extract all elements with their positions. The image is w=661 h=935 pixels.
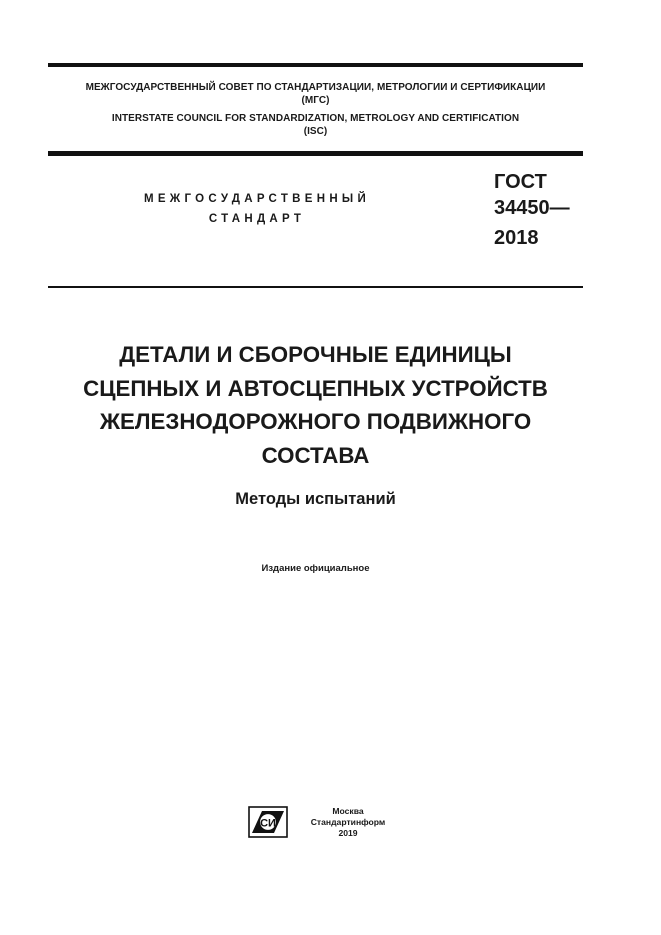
title-line-4: СОСТАВА bbox=[261, 442, 370, 468]
title-line-1: ДЕТАЛИ И СБОРОЧНЫЕ ЕДИНИЦЫ bbox=[119, 342, 512, 367]
standard-kind-line2: СТАНДАРТ bbox=[208, 213, 306, 225]
council-name-ru: МЕЖГОСУДАРСТВЕННЫЙ СОВЕТ ПО СТАНДАРТИЗАЦИИ, МЕТРОЛОГИИ И СЕРТИФИКАЦИИ bbox=[85, 82, 546, 93]
title-line-2: СЦЕПНЫХ И АВТОСЦЕПНЫХ УСТРОЙСТВ bbox=[83, 375, 548, 401]
gost-prefix: ГОСТ bbox=[494, 171, 547, 193]
council-abbr-ru: (МГС) bbox=[301, 95, 330, 106]
top-rule bbox=[48, 63, 583, 67]
council-abbr-en: (ISC) bbox=[303, 126, 328, 137]
document-title bbox=[48, 338, 583, 472]
standartinform-logo-icon bbox=[248, 806, 288, 838]
gost-number: 34450— bbox=[494, 197, 570, 219]
publisher-year: 2019 bbox=[338, 828, 358, 838]
header-rule bbox=[48, 151, 583, 156]
publisher-city: Москва bbox=[332, 806, 364, 816]
council-name-en: INTERSTATE COUNCIL FOR STANDARDIZATION, METROLOGY AND CERTIFICATION bbox=[111, 113, 520, 124]
edition-note: Издание официальное bbox=[261, 563, 370, 574]
gost-year: 2018 bbox=[494, 227, 539, 249]
publisher-name: Стандартинформ bbox=[310, 817, 386, 827]
title-line-3: ЖЕЛЕЗНОДОРОЖНОГО ПОДВИЖНОГО bbox=[99, 409, 532, 434]
logo-lettering: СИ bbox=[260, 817, 276, 830]
document-subtitle: Методы испытаний bbox=[235, 490, 396, 508]
publisher-block bbox=[302, 806, 394, 839]
designation-rule bbox=[48, 286, 583, 288]
standard-kind-line1: МЕЖГОСУДАРСТВЕННЫЙ bbox=[143, 193, 371, 205]
